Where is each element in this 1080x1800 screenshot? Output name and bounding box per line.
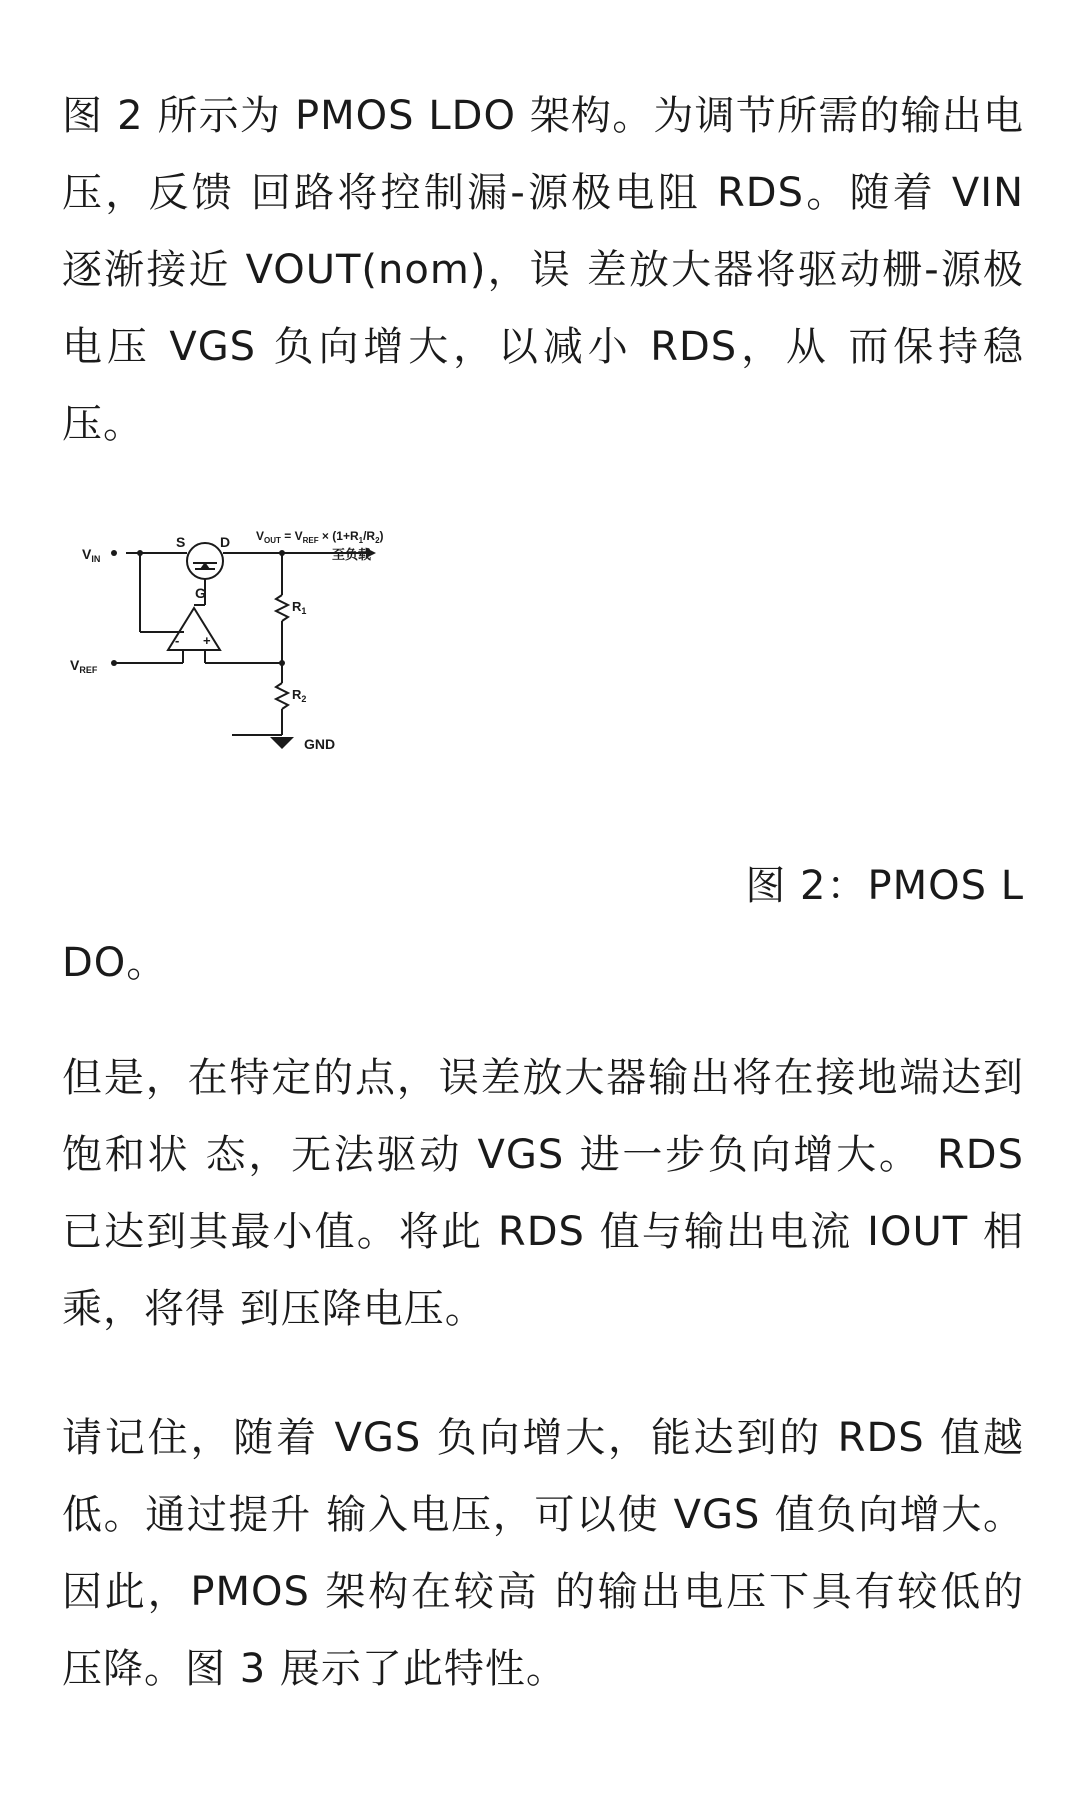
amp-plus-label: + <box>203 633 211 648</box>
vout-equation: $V_{OUT} = V_{REF} \times (1+R_1/R_2)$ <box>256 529 384 545</box>
figure-caption-line1: 图 2：PMOS L <box>745 863 1024 909</box>
r2-label: $R_2$ <box>292 687 307 704</box>
r1-resistor <box>276 595 288 621</box>
pin-d-label: D <box>220 534 231 550</box>
ground-symbol <box>270 737 294 749</box>
vref-node <box>111 660 117 666</box>
to-load-label: 至负载 <box>332 547 372 562</box>
paragraph-vgs-dropout: 请记住，随着 VGS 负向增大，能达到的 RDS 值越低。通过提升 输入电压，可以使 VGS 值负向增大。因此，PMOS 架构在较高 的输出电压下具有较低的压降。图 3 展示了此特性。 <box>62 1415 1024 1692</box>
vref-label: $V_{REF}$ <box>70 657 98 675</box>
pmos-transistor <box>187 543 223 579</box>
gnd-label: GND <box>304 736 336 752</box>
vin-label: $V_{IN}$ <box>82 546 101 564</box>
r2-resistor <box>276 683 288 709</box>
r1-label: $R_1$ <box>292 599 307 616</box>
figure-caption-line2: DO。 <box>62 940 168 986</box>
amp-minus-label: - <box>175 633 180 648</box>
paragraph-saturation: 但是，在特定的点，误差放大器输出将在接地端达到饱和状 态，无法驱动 VGS 进一步负向增大。 RDS 已达到其最小值。将此 RDS 值与输出电流 IOUT 相乘，将得 到压降电压。 <box>62 1055 1024 1332</box>
pin-s-label: S <box>176 534 186 550</box>
paragraph-pmos-ldo-intro: 图 2 所示为 PMOS LDO 架构。为调节所需的输出电压，反馈 回路将控制漏-源极电阻 RDS。随着 VIN 逐渐接近 VOUT(nom)，误 差放大器将驱动栅-源极电压 VGS 负向增大，以减小 RDS，从 而保持稳压。 <box>62 93 1024 447</box>
pmos-ldo-circuit-diagram <box>60 505 530 805</box>
vin-node <box>111 550 117 556</box>
pin-g-label: G <box>195 585 206 601</box>
